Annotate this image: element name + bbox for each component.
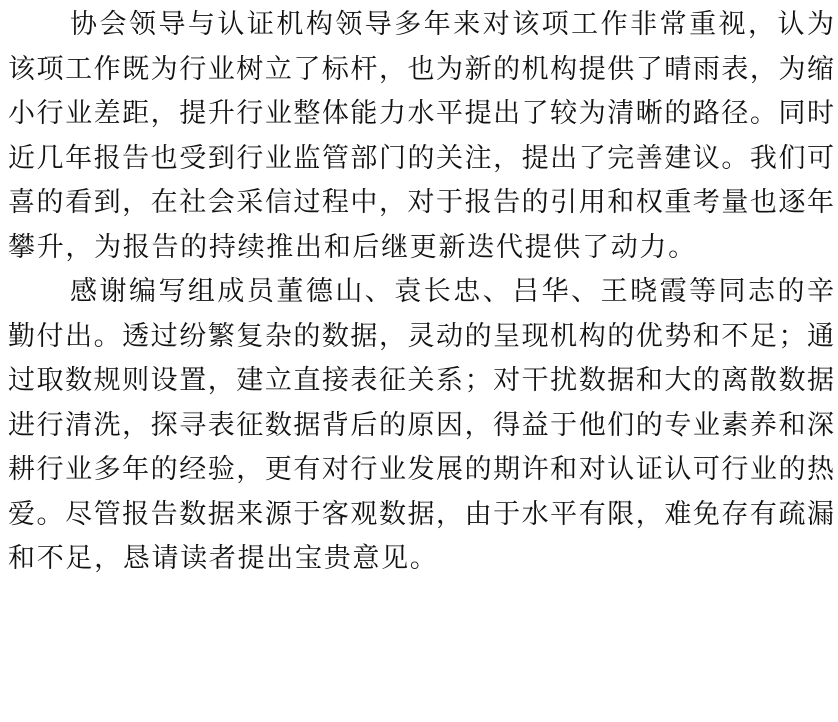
text-line: 喜的看到，在社会采信过程中，对于报告的引用和权重考量也逐年 [8, 187, 834, 218]
text-line: 和不足，恳请读者提出宝贵意见。 [8, 543, 439, 574]
text-line: 耕行业多年的经验，更有对行业发展的期许和对认证认可行业的热 [8, 454, 834, 485]
text-line: 过取数规则设置，建立直接表征关系；对干扰数据和大的离散数据 [8, 365, 834, 396]
text-line: 协会领导与认证机构领导多年来对该项工作非常重视，认为 [70, 9, 834, 40]
text-line: 进行清洗，探寻表征数据背后的原因，得益于他们的专业素养和深 [8, 409, 834, 441]
text-line: 该项工作既为行业树立了标杆，也为新的机构提供了晴雨表，为缩 [8, 53, 834, 85]
text-line: 勤付出。透过纷繁复杂的数据，灵动的呈现机构的优势和不足；通 [8, 320, 834, 352]
text-line: 爱。尽管报告数据来源于客观数据，由于水平有限，难免存有疏漏 [8, 498, 834, 530]
text-line: 小行业差距，提升行业整体能力水平提出了较为清晰的路径。同时 [8, 98, 834, 129]
paragraph-leadership-support [8, 3, 834, 270]
text-line: 近几年报告也受到行业监管部门的关注，提出了完善建议。我们可 [8, 142, 834, 174]
text-line: 攀升，为报告的持续推出和后继更新迭代提供了动力。 [8, 231, 697, 263]
paragraph-acknowledgements [8, 270, 834, 582]
text-line: 感谢编写组成员董德山、袁长忠、吕华、王晓霞等同志的辛 [70, 276, 834, 307]
